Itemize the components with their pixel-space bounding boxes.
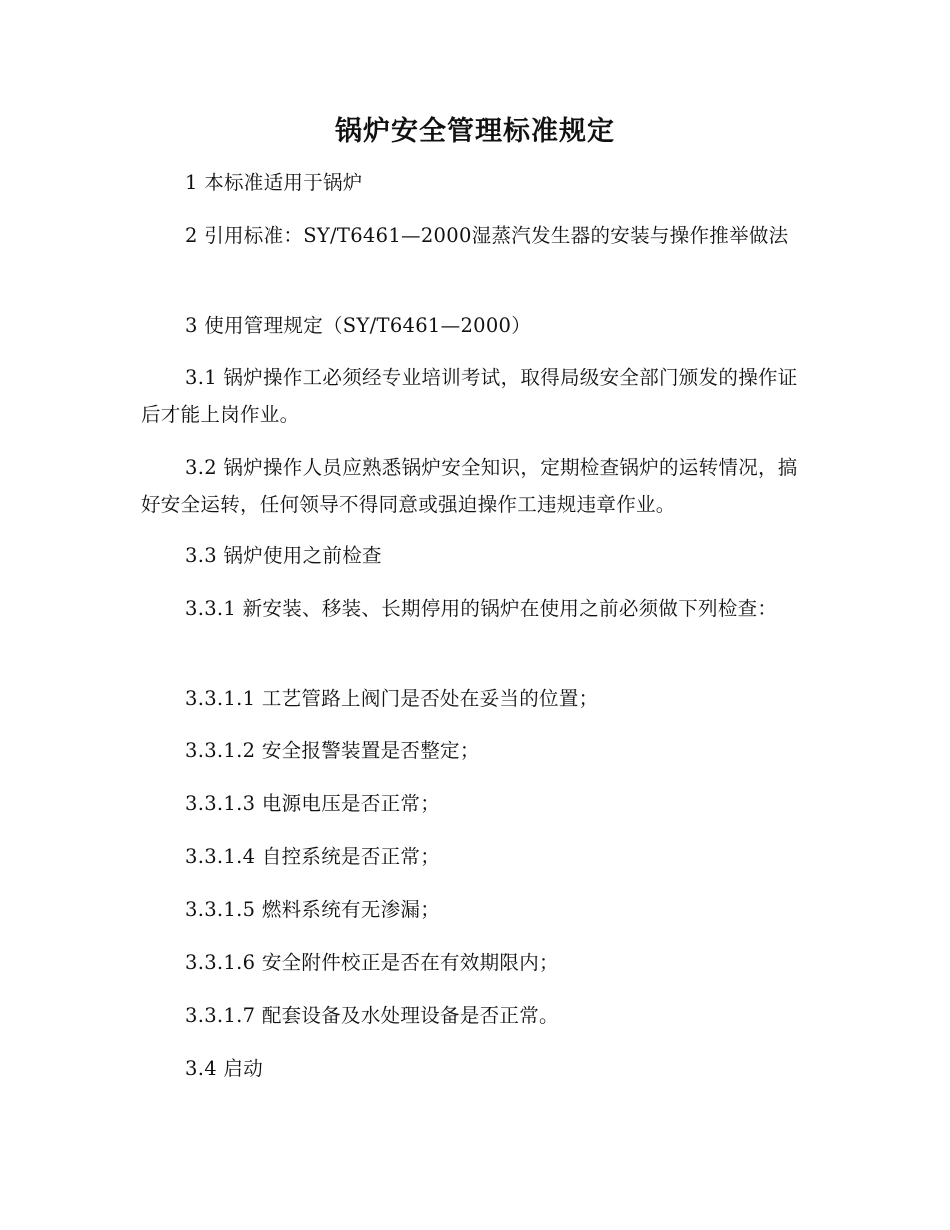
paragraph-3-4: 3.4 启动 xyxy=(185,1057,264,1080)
paragraph-3-3-1-4: 3.3.1.4 自控系统是否正常； xyxy=(185,845,441,868)
paragraph-3-3-1-3: 3.3.1.3 电源电压是否正常； xyxy=(185,792,441,815)
paragraph-1: 1 本标准适用于锅炉 xyxy=(185,171,363,194)
paragraph-3-3-1-7: 3.3.1.7 配套设备及水处理设备是否正常。 xyxy=(185,1004,559,1027)
paragraph-3-3-1-6: 3.3.1.6 安全附件校正是否在有效期限内； xyxy=(185,951,559,974)
document-title: 锅炉安全管理标准规定 xyxy=(335,116,615,147)
paragraph-3-3-1-5: 3.3.1.5 燃料系统有无渗漏； xyxy=(185,898,441,921)
paragraph-3-1: 3.1 锅炉操作工必须经专业培训考试，取得局级安全部门颁发的操作证后才能上岗作业。 xyxy=(141,366,798,426)
paragraph-3-3-1-1: 3.3.1.1 工艺管路上阀门是否处在妥当的位置； xyxy=(185,687,599,710)
paragraph-3-3-1: 3.3.1 新安装、移装、长期停用的锅炉在使用之前必须做下列检查： xyxy=(185,597,778,620)
paragraph-3-3-1-2: 3.3.1.2 安全报警装置是否整定； xyxy=(185,739,480,762)
paragraph-3-2: 3.2 锅炉操作人员应熟悉锅炉安全知识，定期检查锅炉的运转情况，搞好安全运转，任何领导不得同意或强迫操作工违规违章作业。 xyxy=(141,456,798,516)
paragraph-2: 2 引用标准：SY/T6461—2000湿蒸汽发生器的安装与操作推举做法 xyxy=(185,224,789,247)
paragraph-3: 3 使用管理规定（SY/T6461—2000） xyxy=(185,314,532,337)
paragraph-3-3: 3.3 锅炉使用之前检查 xyxy=(185,544,382,567)
